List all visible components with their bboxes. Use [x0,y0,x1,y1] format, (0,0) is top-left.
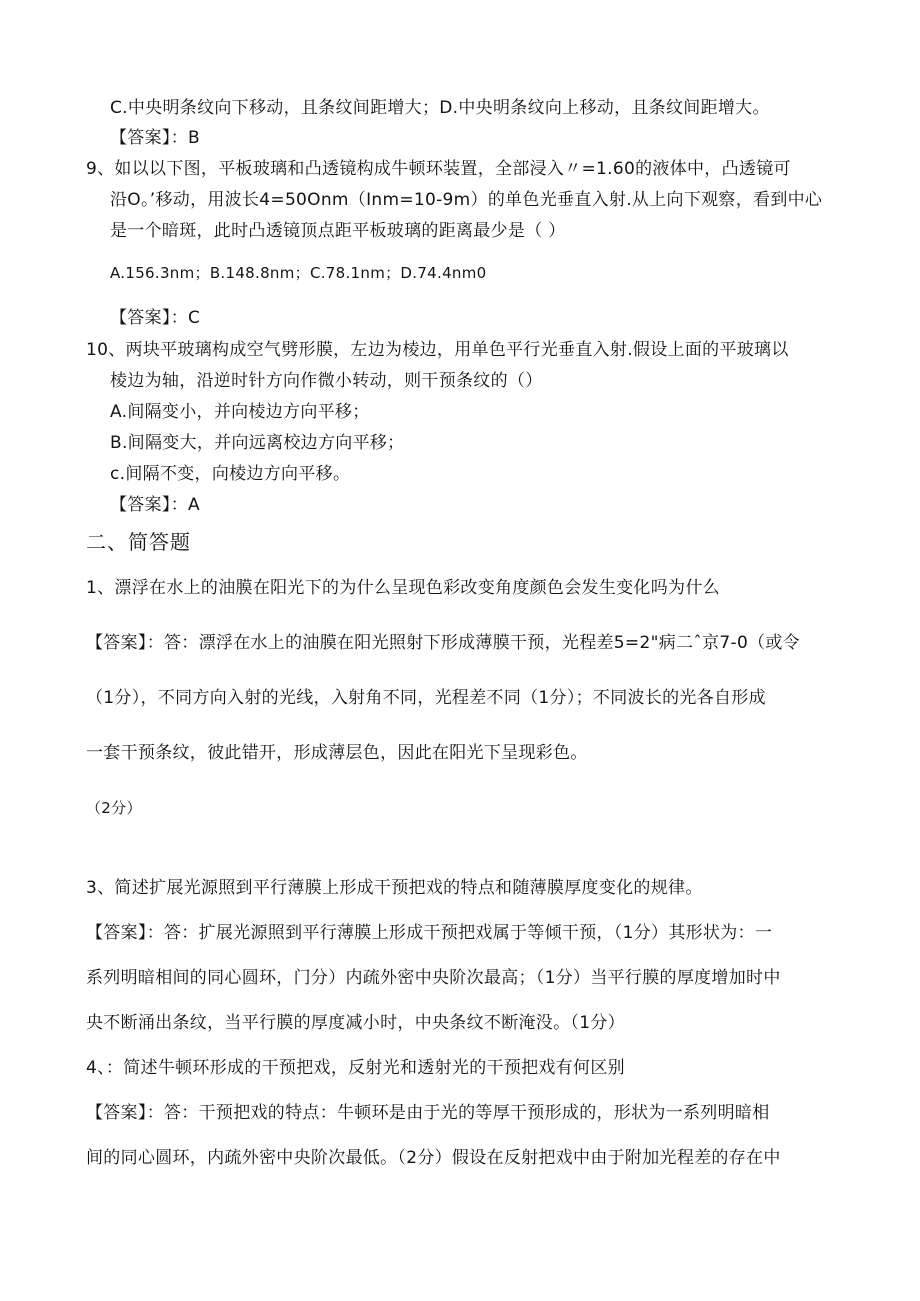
q8-answer: 【答案】：B [110,128,200,148]
sa1-answer-line3: 一套干预条纹，彼此错开，形成薄层色，因此在阳光下呈现彩色。 [86,743,588,763]
q10-option-a: A.间隔变小，并向棱边方向平移； [110,402,370,422]
q8-options-cd: C.中央明条纹向下移动，且条纹间距增大；D.中央明条纹向上移动，且条纹间距增大。 [110,98,770,118]
sa4-question: 4、：简述牛顿环形成的干预把戏，反射光和透射光的干预把戏有何区别 [86,1058,625,1078]
sa3-answer-line2: 系列明暗相间的同心圆环，门分）内疏外密中央阶次最高；（1分）当平行膜的厚度增加时中 [86,968,781,988]
q10-option-b: B.间隔变大，并向远离校边方向平移； [110,433,405,453]
sa3-question: 3、简述扩展光源照到平行薄膜上形成干预把戏的特点和随薄膜厚度变化的规律。 [86,878,703,898]
sa4-answer-line1: 【答案】：答：干预把戏的特点：牛顿环是由于光的等厚干预形成的，形状为一系列明暗相 [86,1103,770,1123]
q9-stem-line3: 是一个暗斑，此时凸透镜顶点距平板玻璃的距离最少是（ ） [110,221,566,241]
sa1-answer-line1: 【答案】：答：漂浮在水上的油膜在阳光照射下形成薄膜干预，光程差5=2"病二ˆ京7-0（或令 [86,633,800,653]
sa1-answer-score: （2分） [86,799,142,817]
sa4-answer-line2: 间的同心圆环，内疏外密中央阶次最低。（2分）假设在反射把戏中由于附加光程差的存在中 [86,1148,781,1168]
q10-stem-line2: 棱边为轴，沿逆时针方向作微小转动，则干预条纹的（） [110,371,543,391]
q10-answer: 【答案】：A [110,495,200,515]
sa3-answer-line3: 央不断涌出条纹，当平行膜的厚度减小时，中央条纹不断淹没。（1分） [86,1013,625,1033]
q9-answer: 【答案】：C [110,308,201,328]
q9-stem-line1: 9、如以以下图，平板玻璃和凸透镜构成牛顿环装置，全部浸入〃=1.60的液体中，凸透镜可 [86,159,791,179]
section-heading: 二、简答题 [86,530,191,554]
sa1-answer-line2: （1分），不同方向入射的光线，入射角不同，光程差不同（1分）；不同波长的光各自形成 [86,688,766,708]
q9-options: A.156.3nm；B.148.8nm；C.78.1nm；D.74.4nm0 [110,264,487,282]
q10-stem-line1: 10、两块平玻璃构成空气劈形膜，左边为棱边，用单色平行光垂直入射.假设上面的平玻璃以 [86,340,789,360]
sa3-answer-line1: 【答案】：答：扩展光源照到平行薄膜上形成干预把戏属于等倾干预，（1分）其形状为：一 [86,923,773,943]
sa1-question: 1、漂浮在水上的油膜在阳光下的为什么呈现色彩改变角度颜色会发生变化吗为什么 [86,578,720,598]
q9-stem-line2: 沿O。’移动，用波长4=50Onm（Inm=10-9m）的单色光垂直入射.从上向下观察，看到中心 [110,190,823,210]
q10-option-c: c.间隔不变，向棱边方向平移。 [110,464,351,484]
